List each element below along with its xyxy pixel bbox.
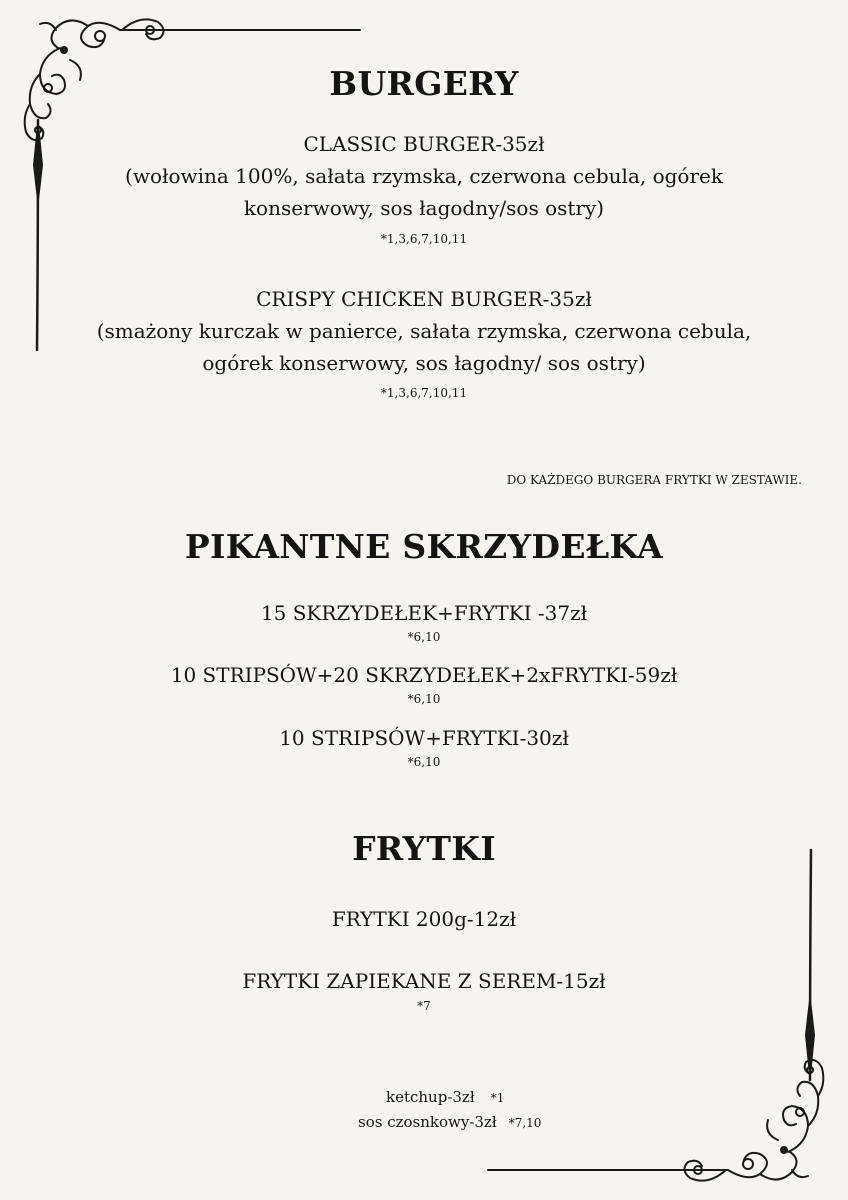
section-title-skrzydelka: PIKANTNE SKRZYDEŁKA	[184, 527, 664, 566]
allergens-10-stripsow-20-skrzydelek: *6,10	[407, 692, 441, 706]
corner-ornament-bottom-right	[478, 840, 848, 1200]
item-desc-classic-burger-line2: konserwowy, sos łagodny/sos ostry)	[243, 196, 605, 220]
item-desc-crispy-chicken-line1: (smażony kurczak w panierce, sałata rzymska, czerwona cebula,	[96, 319, 752, 343]
sauce-allergens-ketchup: *1	[490, 1091, 505, 1105]
item-name-frytki-200g: FRYTKI 200g-12zł	[331, 907, 517, 931]
item-name-frytki-zapiekane: FRYTKI ZAPIEKANE Z SEREM-15zł	[242, 969, 606, 993]
allergens-15-skrzydelek: *6,10	[407, 630, 441, 644]
allergens-crispy-chicken: *1,3,6,7,10,11	[380, 386, 468, 400]
sauce-name-ketchup: ketchup-3zł	[386, 1088, 475, 1106]
section-title-frytki: FRYTKI	[352, 829, 496, 868]
item-name-crispy-chicken-burger: CRISPY CHICKEN BURGER-35zł	[256, 287, 592, 311]
section-title-burgery: BURGERY	[329, 64, 519, 103]
item-name-classic-burger: CLASSIC BURGER-35zł	[303, 132, 545, 156]
item-name-10-stripsow-20-skrzydelek: 10 STRIPSÓW+20 SKRZYDEŁEK+2xFRYTKI-59zł	[170, 663, 678, 687]
sauce-sos-czosnkowy	[358, 1113, 541, 1131]
sauce-name-sos-czosnkowy: sos czosnkowy-3zł	[358, 1113, 497, 1131]
sauce-allergens-sos-czosnkowy: *7,10	[508, 1116, 542, 1130]
item-desc-classic-burger-line1: (wołowina 100%, sałata rzymska, czerwona cebula, ogórek	[125, 164, 723, 188]
sauce-ketchup	[386, 1088, 504, 1106]
allergens-10-stripsow: *6,10	[407, 755, 441, 769]
item-name-15-skrzydelek: 15 SKRZYDEŁEK+FRYTKI -37zł	[260, 601, 588, 625]
allergens-frytki-zapiekane: *7	[417, 999, 431, 1013]
item-name-10-stripsow: 10 STRIPSÓW+FRYTKI-30zł	[279, 726, 569, 750]
allergens-classic-burger: *1,3,6,7,10,11	[380, 232, 468, 246]
item-desc-crispy-chicken-line2: ogórek konserwowy, sos łagodny/ sos ostry)	[202, 351, 646, 375]
burger-fries-note: DO KAŻDEGO BURGERA FRYTKI W ZESTAWIE.	[506, 473, 802, 487]
